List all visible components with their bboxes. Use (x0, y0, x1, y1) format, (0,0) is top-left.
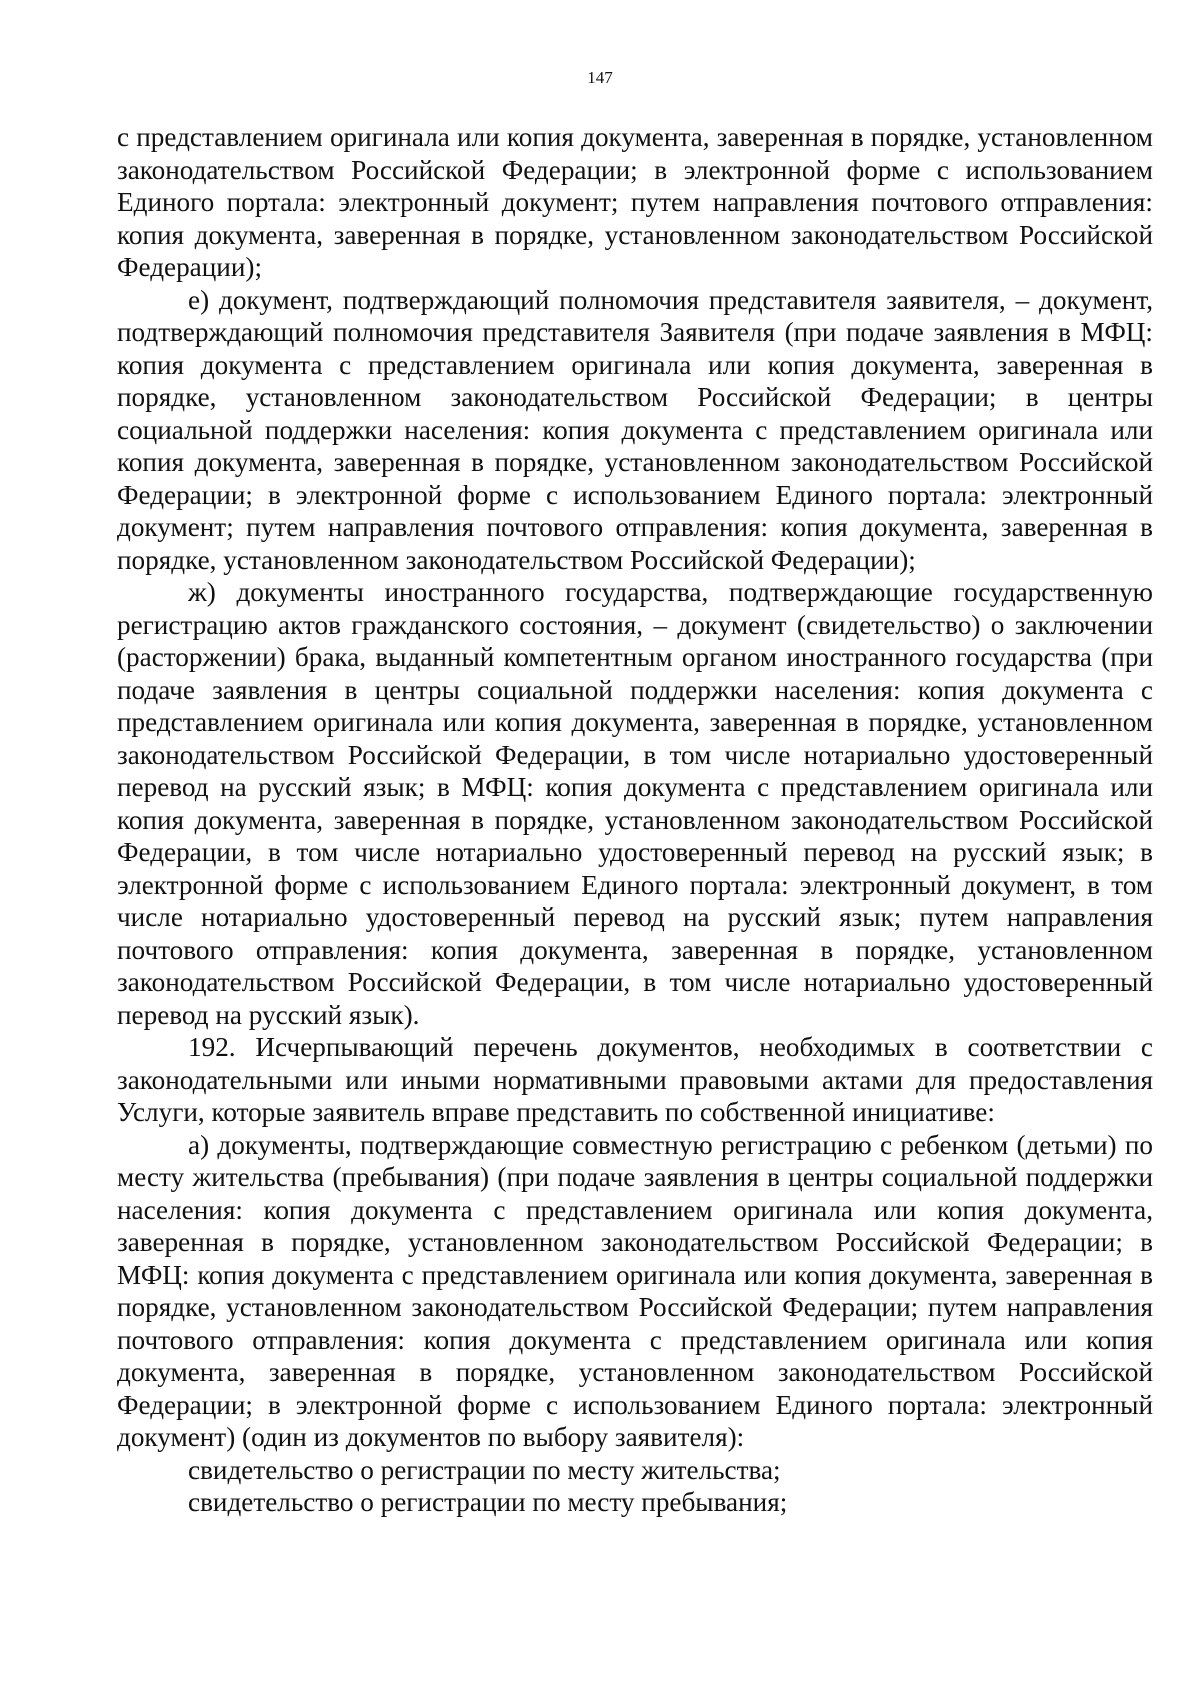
paragraph-item-a: а) документы, подтверждающие совместную регистрацию с ребенком (детьми) по месту жительства (пребывания) (при подаче заявления в центры социальной поддержки населения: копия документа с представлением оригинала или копия документа, заверенная в порядке, установленном законодательством Российской Федерации; в МФЦ: копия документа с представлением оригинала или копия документа, заверенная в порядке, установленном законодательством Российской Федерации; путем направления почтового отправления: копия документа с представлением оригинала или копия документа, заверенная в порядке, установленном законодательством Российской Федерации; в электронной форме с использованием Единого портала: электронный документ) (один из документов по выбору заявителя): (117, 1129, 1153, 1452)
paragraph-continuation: с представлением оригинала или копия документа, заверенная в порядке, установленном законодательством Российской Федерации; в электронной форме с использованием Единого портала: электронный документ; путем направления почтового отправления: копия документа, заверенная в порядке, установленном законодательством Российской Федерации); (117, 122, 1153, 282)
list-item-stay-certificate: свидетельство о регистрации по месту пребывания; (188, 1487, 788, 1517)
list-item-residence-certificate: свидетельство о регистрации по месту жительства; (188, 1454, 781, 1485)
document-body (117, 121, 1153, 1519)
paragraph-section-192: 192. Исчерпывающий перечень документов, необходимых в соответствии с законодательными или иными нормативными правовыми актами для предоставления Услуги, которые заявитель вправе представить по собственной инициативе: (117, 1032, 1153, 1127)
page-number: 147 (587, 68, 613, 87)
paragraph-item-e: е) документ, подтверждающий полномочия представителя заявителя, – документ, подтверждающий полномочия представителя Заявителя (при подаче заявления в МФЦ: копия документа с представлением оригинала или копия документа, заверенная в порядке, установленном законодательством Российской Федерации; в центры социальной поддержки населения: копия документа с представлением оригинала или копия документа, заверенная в порядке, установленном законодательством Российской Федерации; в электронной форме с использованием Единого портала: электронный документ; путем направления почтового отправления: копия документа, заверенная в порядке, установленном законодательством Российской Федерации); (117, 284, 1153, 575)
paragraph-item-zh: ж) документы иностранного государства, подтверждающие государственную регистрацию актов гражданского состояния, – документ (свидетельство) о заключении (расторжении) брака, выданный компетентным органом иностранного государства (при подаче заявления в центры социальной поддержки населения: копия документа с представлением оригинала или копия документа, заверенная в порядке, установленном законодательством Российской Федерации, в том числе нотариально удостоверенный перевод на русский язык; в МФЦ: копия документа с представлением оригинала или копия документа, заверенная в порядке, установленном законодательством Российской Федерации, в том числе нотариально удостоверенный перевод на русский язык; в электронной форме с использованием Единого портала: электронный документ, в том числе нотариально удостоверенный перевод на русский язык; путем направления почтового отправления: копия документа, заверенная в порядке, установленном законодательством Российской Федерации, в том числе нотариально удостоверенный перевод на русский язык). (117, 577, 1153, 1030)
